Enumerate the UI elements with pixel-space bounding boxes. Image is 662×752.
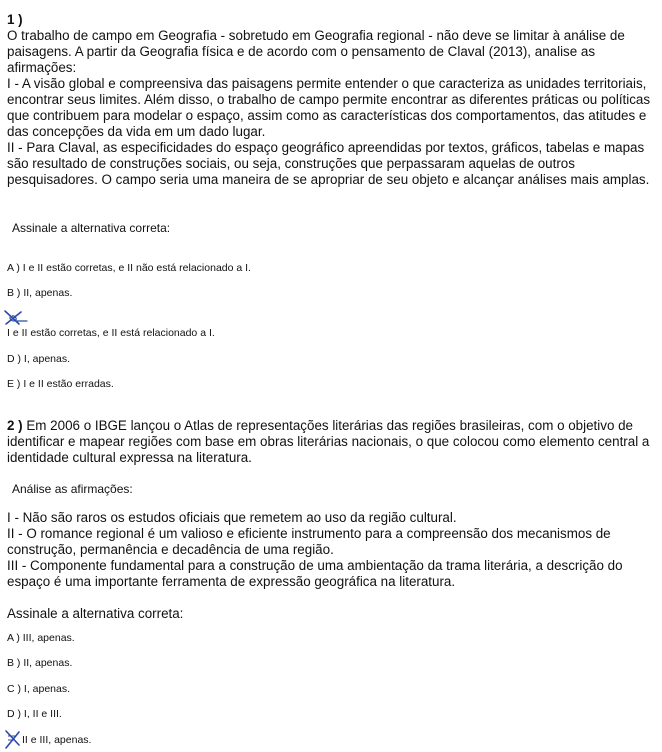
question-2-option-a[interactable]: A ) III, apenas.: [7, 632, 75, 644]
question-2-intro: Em 2006 o IBGE lançou o Atlas de representações literárias das regiões brasileiras, com o objetivo de identificar e mapear regiões com base em obras literárias nacionais, o que colocou como elemento central a identidade cultural expressa na literatura.: [7, 418, 650, 465]
question-1-statement-2: II - Para Claval, as especificidades do espaço geográfico apreendidas por textos, gráficos, tabelas e mapas são resultado de construções sociais, ou seja, construções que perpassaram aquelas de outros pesquisadores. O campo seria uma maneira de se apropriar de seu objeto e alcançar análises mais amplas.: [7, 140, 650, 187]
question-1-option-a[interactable]: A ) I e II estão corretas, e II não está relacionado a I.: [7, 262, 251, 274]
question-2-statements: [7, 510, 662, 590]
question-2-analise: Análise as afirmações:: [12, 482, 133, 496]
question-2-statement-1: I - Não são raros os estudos oficiais que remetem ao uso da região cultural.: [7, 510, 457, 525]
question-1-option-d[interactable]: D ) I, apenas.: [7, 353, 71, 365]
question-1-number: 1 ): [7, 12, 23, 27]
question-1-option-b[interactable]: B ) II, apenas.: [7, 287, 73, 299]
question-2-statement-2: II - O romance regional é um valioso e eficiente instrumento para a compreensão dos mecanismos de construção, permanência e decadência de uma região.: [7, 526, 611, 557]
pen-x-mark-icon: [3, 309, 29, 326]
question-2-option-d[interactable]: D ) I, II e III.: [7, 708, 62, 720]
question-1-statement-1: I - A visão global e compreensiva das paisagens permite entender o que caracteriza as unidades territoriais, encontrar seus limites. Além disso, o trabalho de campo permite encontrar as diferentes práticas ou políticas que contribuem para modelar o espaço, assim como as características dos comportamentos, das atitudes e das concepções da vida em um dado lugar.: [7, 76, 651, 139]
question-1: [7, 12, 662, 188]
question-2-option-c[interactable]: C ) I, apenas.: [7, 683, 71, 695]
question-1-intro: O trabalho de campo em Geografia - sobretudo em Geografia regional - não deve se limitar à análise de paisagens. A partir da Geografia física e de acordo com o pensamento de Claval (2013), analise as afirmações:: [7, 28, 625, 75]
question-2: [7, 418, 662, 466]
question-1-option-e[interactable]: E ) I e II estão erradas.: [7, 378, 114, 390]
question-2-prompt: Assinale a alternativa correta:: [7, 606, 184, 621]
question-2-intro-line: [7, 418, 662, 466]
question-2-option-e[interactable]: II e III, apenas.: [22, 734, 92, 746]
question-2-option-b[interactable]: B ) II, apenas.: [7, 657, 73, 669]
question-2-statement-3: III - Componente fundamental para a construção de uma ambientação da trama literária, a descrição do espaço é uma importante ferramenta de expressão geográfica na literatura.: [7, 558, 623, 589]
pen-x-mark-icon: [4, 728, 22, 750]
question-2-number: 2 ): [7, 418, 23, 433]
question-1-prompt: Assinale a alternativa correta:: [12, 221, 171, 235]
question-1-option-c[interactable]: I e II estão corretas, e II está relacionado a I.: [7, 327, 215, 339]
